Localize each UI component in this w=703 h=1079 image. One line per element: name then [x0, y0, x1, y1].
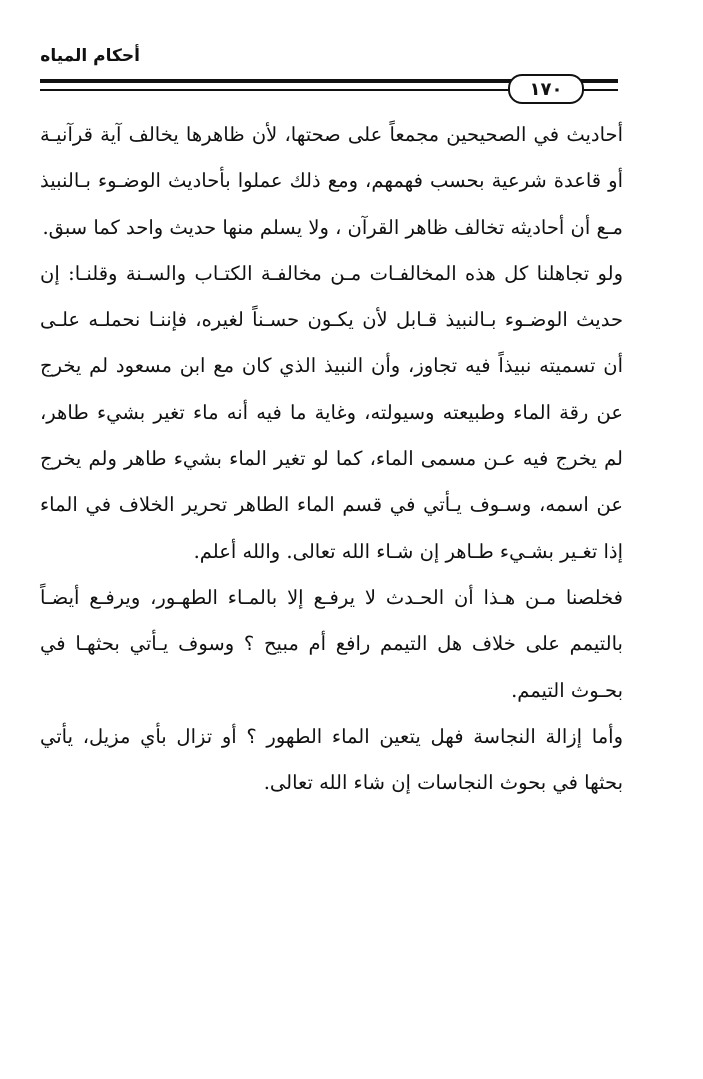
paragraph-2: ولو تجاهلنا كل هذه المخالفـات مـن مخالفـة الكتـاب والسـنة وقلنـا: إن حديث الوضـوء بـالنبيذ قـابل لأن يكـون حسـناً لغيره، فإننـا نحملـه علـى أن تسميته نبيذاً فيه تجاوز، وأن النبيذ الذي كان مع ابن مسعود لم يخرج عن رقة الماء وطبيعته وسيولته، وغاية ما فيه أنه ماء تغير بشيء طاهر، لم يخرج فيه عـن مسمى الماء، كما لو تغير الماء بشيء طاهر ولم يخرج عن اسمه، وسـوف يـأتي في قسم الماء الطاهر تحرير الخلاف في الماء إذا تغـير بشـيء طـاهر إن شـاء الله تعالى. والله أعلم.: [40, 261, 623, 563]
paragraph-1: أحاديث في الصحيحين مجمعاً على صحتها، لأن ظاهرها يخالف آية قرآنيـة أو قاعدة شرعية بحسب فهمهم، ومع ذلك عملوا بأحاديث الوضـوء بـالنبيذ مـع أن أحاديثه تخالف ظاهر القرآن ، ولا يسلم منها حديث واحد كما سبق.: [40, 123, 623, 239]
body-text: [40, 112, 623, 806]
running-title: أحكام المياه: [40, 46, 140, 66]
paragraph-3: فخلصنا مـن هـذا أن الحـدث لا يرفـع إلا بالمـاء الطهـور، ويرفـع أيضـاً بالتيمم على خلاف هل التيمم رافع أم مبيح ؟ وسوف يـأتي بحثهـا في بحـوث التيمم.: [40, 585, 623, 702]
page-number: ١٧٠: [508, 74, 584, 104]
paragraph-4: وأما إزالة النجاسة فهل يتعين الماء الطهور ؟ أو تزال بأي مزيل، يأتي بحثها في بحوث النجاسات إن شاء الله تعالى.: [40, 724, 623, 795]
